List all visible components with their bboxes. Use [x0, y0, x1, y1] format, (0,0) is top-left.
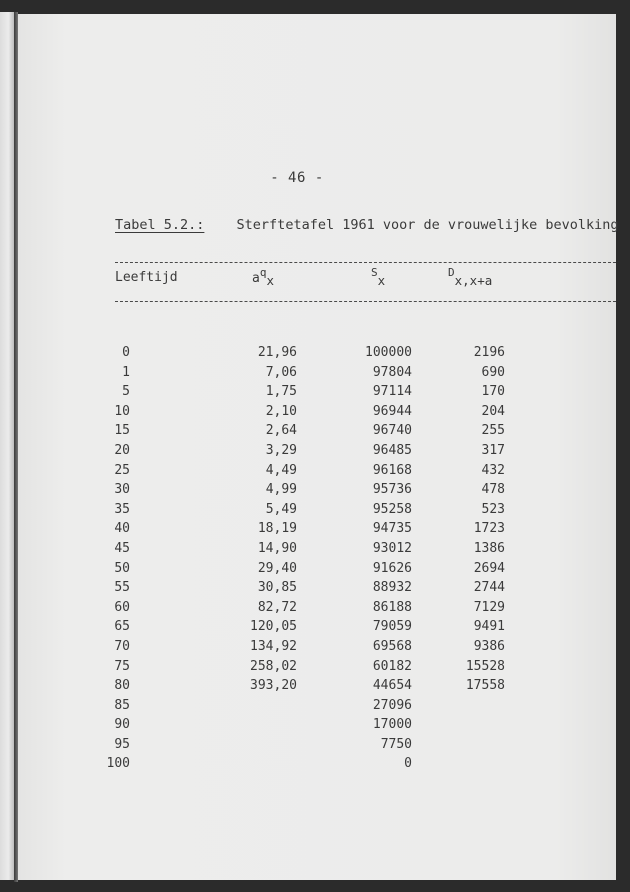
cell-age: 20 — [114, 442, 130, 458]
table-body — [18, 345, 616, 776]
cell-age: 0 — [122, 345, 130, 360]
cell-s: 27096 — [372, 697, 412, 713]
cell-q: 393,20 — [250, 678, 297, 694]
cell-s: 96944 — [372, 403, 412, 419]
cell-age: 90 — [114, 717, 130, 733]
table-row — [18, 345, 616, 365]
cell-s: 88932 — [372, 580, 412, 596]
header-age: Leeftijd — [115, 270, 178, 285]
cell-s: 93012 — [372, 540, 412, 556]
cell-s: 96168 — [372, 462, 412, 478]
table-top-rule — [115, 262, 616, 263]
cell-age: 95 — [114, 736, 130, 752]
cell-age: 100 — [106, 756, 130, 772]
cell-q: 2,64 — [265, 423, 297, 439]
header-q-prefix: a — [252, 271, 260, 286]
cell-s: 97804 — [372, 364, 412, 380]
header-q — [252, 266, 274, 288]
cell-q: 120,05 — [250, 619, 297, 635]
cell-s: 97114 — [372, 384, 412, 400]
cell-age: 15 — [114, 423, 130, 439]
header-d-sub: x,x+a — [454, 273, 493, 288]
cell-q: 4,99 — [265, 482, 297, 498]
table-row — [18, 659, 616, 679]
cell-d: 2196 — [473, 345, 505, 360]
cell-s: 96740 — [372, 423, 412, 439]
cell-d: 2694 — [473, 560, 505, 576]
cell-q: 3,29 — [265, 442, 297, 458]
cell-d: 170 — [481, 384, 505, 400]
cell-q: 134,92 — [250, 638, 297, 654]
header-d — [448, 266, 493, 288]
cell-q: 14,90 — [257, 540, 297, 556]
cell-s: 69568 — [372, 638, 412, 654]
cell-q: 1,75 — [265, 384, 297, 400]
header-d-sup: D — [448, 266, 455, 279]
table-row — [18, 678, 616, 698]
table-row — [18, 619, 616, 639]
table-row — [18, 600, 616, 620]
cell-d: 1386 — [473, 540, 505, 556]
cell-age: 85 — [114, 697, 130, 713]
table-row — [18, 717, 616, 737]
table-row — [18, 443, 616, 463]
cell-age: 5 — [122, 384, 130, 400]
header-s-sub: x — [377, 273, 386, 288]
cell-age: 25 — [114, 462, 130, 478]
cell-d: 17558 — [465, 678, 505, 694]
cell-d: 1723 — [473, 521, 505, 537]
cell-s: 96485 — [372, 442, 412, 458]
cell-q: 82,72 — [257, 599, 297, 615]
cell-age: 50 — [114, 560, 130, 576]
table-row — [18, 482, 616, 502]
cell-age: 55 — [114, 580, 130, 596]
cell-d: 317 — [481, 442, 505, 458]
header-s — [371, 266, 386, 288]
table-row — [18, 423, 616, 443]
table-row — [18, 463, 616, 483]
cell-s: 100000 — [365, 345, 412, 360]
cell-d: 690 — [481, 364, 505, 380]
table-row — [18, 502, 616, 522]
cell-q: 18,19 — [257, 521, 297, 537]
cell-s: 86188 — [372, 599, 412, 615]
cell-q: 29,40 — [257, 560, 297, 576]
table-row — [18, 541, 616, 561]
cell-q: 21,96 — [257, 345, 297, 360]
cell-s: 60182 — [372, 658, 412, 674]
cell-age: 75 — [114, 658, 130, 674]
table-row — [18, 521, 616, 541]
cell-age: 70 — [114, 638, 130, 654]
cell-q: 2,10 — [265, 403, 297, 419]
cell-age: 40 — [114, 521, 130, 537]
table-caption — [115, 217, 619, 233]
cell-age: 65 — [114, 619, 130, 635]
cell-q: 7,06 — [265, 364, 297, 380]
cell-d: 15528 — [465, 658, 505, 674]
table-row — [18, 561, 616, 581]
cell-d: 478 — [481, 482, 505, 498]
table-row — [18, 404, 616, 424]
cell-s: 0 — [404, 756, 412, 772]
header-q-sup: q — [259, 266, 267, 279]
cell-age: 10 — [114, 403, 130, 419]
cell-s: 44654 — [372, 678, 412, 694]
table-header-rule — [115, 301, 616, 302]
cell-d: 7129 — [473, 599, 505, 615]
table-row — [18, 756, 616, 776]
cell-q: 5,49 — [265, 501, 297, 517]
cell-q: 30,85 — [257, 580, 297, 596]
table-row — [18, 639, 616, 659]
cell-s: 79059 — [372, 619, 412, 635]
table-row — [18, 580, 616, 600]
cell-d: 2744 — [473, 580, 505, 596]
cell-age: 60 — [114, 599, 130, 615]
table-row — [18, 384, 616, 404]
page-number: - 46 - — [270, 170, 324, 186]
document-page — [18, 14, 619, 880]
cell-q: 258,02 — [250, 658, 297, 674]
cell-d: 432 — [481, 462, 505, 478]
cell-s: 7750 — [380, 736, 412, 752]
cell-d: 255 — [481, 423, 505, 439]
cell-s: 94735 — [372, 521, 412, 537]
cell-d: 523 — [481, 501, 505, 517]
cell-s: 91626 — [372, 560, 412, 576]
header-q-sub: x — [266, 273, 274, 288]
cell-d: 9491 — [473, 619, 505, 635]
table-title: Sterftetafel 1961 voor de vrouwelijke bevolking — [236, 217, 619, 233]
cell-s: 95258 — [372, 501, 412, 517]
cell-age: 45 — [114, 540, 130, 556]
cell-q: 4,49 — [265, 462, 297, 478]
table-row — [18, 698, 616, 718]
cell-s: 17000 — [372, 717, 412, 733]
cell-age: 1 — [122, 364, 130, 380]
table-label: Tabel 5.2.: — [115, 217, 205, 233]
cell-age: 35 — [114, 501, 130, 517]
table-row — [18, 737, 616, 757]
header-s-sup: S — [371, 266, 378, 279]
cell-age: 80 — [114, 678, 130, 694]
cell-age: 30 — [114, 482, 130, 498]
adjacent-page-edge — [0, 12, 14, 880]
cell-s: 95736 — [372, 482, 412, 498]
table-row — [18, 365, 616, 385]
cell-d: 9386 — [473, 638, 505, 654]
cell-d: 204 — [481, 403, 505, 419]
